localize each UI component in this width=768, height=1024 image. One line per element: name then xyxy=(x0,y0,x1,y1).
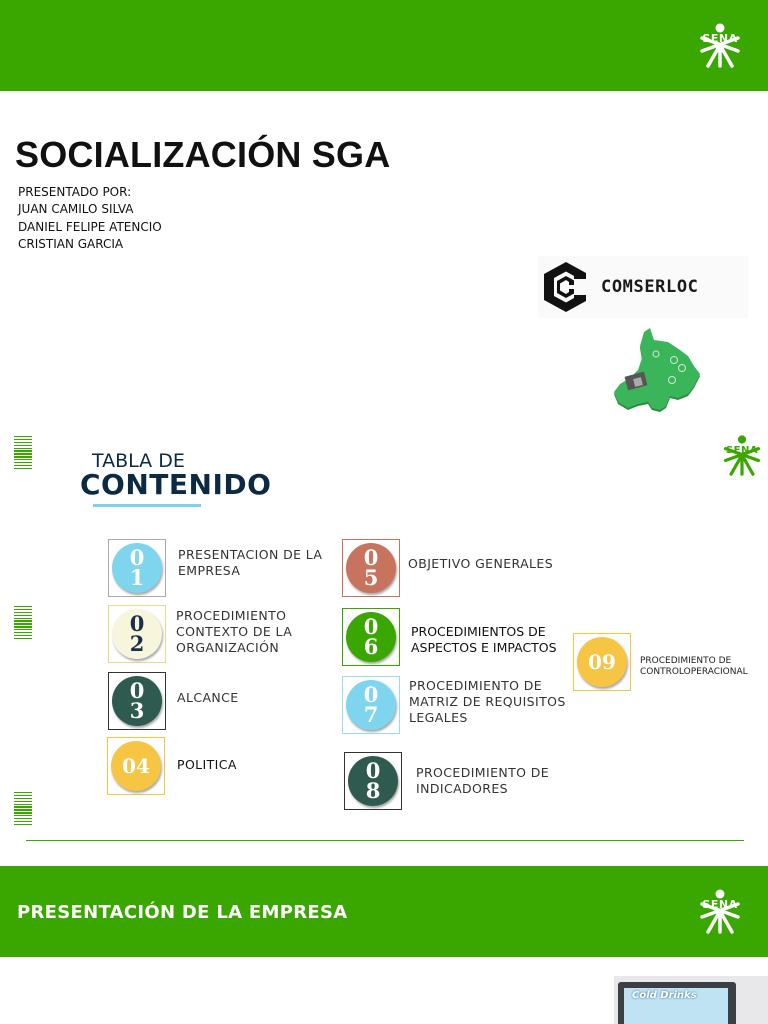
badge-digit: 7 xyxy=(363,702,379,727)
number-badge xyxy=(348,756,398,806)
decorative-lines xyxy=(14,436,32,471)
company-c-icon xyxy=(541,259,591,315)
toc-title-underline xyxy=(93,504,201,507)
number-badge xyxy=(111,741,161,791)
toc-item-label: ALCANCE xyxy=(177,690,239,705)
sena-logo-text: SENA xyxy=(725,445,759,456)
badge-digit: 0 xyxy=(363,614,379,639)
badge-digit: 0 xyxy=(365,758,381,783)
badge-digit: 1 xyxy=(129,565,145,590)
region-map-icon xyxy=(608,328,708,414)
presenters-heading: PRESENTADO POR: xyxy=(18,185,132,199)
toc-item-07[interactable] xyxy=(342,676,400,734)
company-presentation-slide xyxy=(0,866,768,1024)
fridge-brand-text: Cold Drinks xyxy=(632,990,697,1001)
decorative-lines xyxy=(14,606,32,641)
toc-item-label: PROCEDIMIENTO DE MATRIZ DE REQUISITOS LEGALES xyxy=(409,678,566,725)
toc-item-09[interactable] xyxy=(573,633,631,691)
toc-item-04[interactable] xyxy=(107,737,165,795)
badge-digit: 8 xyxy=(365,778,381,803)
sena-logo-text: SENA xyxy=(702,32,738,45)
number-badge xyxy=(112,543,162,593)
table-of-contents-slide xyxy=(0,430,768,860)
toc-item-label: PROCEDIMIENTO CONTEXTO DE LA ORGANIZACIÓN xyxy=(176,608,293,655)
number-badge xyxy=(112,676,162,726)
toc-item-label: PROCEDIMIENTO DE INDICADORES xyxy=(416,765,550,796)
badge-digit: 04 xyxy=(122,754,150,778)
toc-title-line2: CONTENIDO xyxy=(80,468,272,501)
sena-person-icon xyxy=(696,22,744,68)
toc-item-label: PRESENTACION DE LA EMPRESA xyxy=(178,547,323,578)
number-badge xyxy=(346,612,396,662)
fridge-glass xyxy=(624,988,728,1024)
sena-logo xyxy=(696,888,744,934)
sena-logo xyxy=(696,22,744,68)
badge-digit: 0 xyxy=(129,678,145,703)
toc-item-08[interactable] xyxy=(344,752,402,810)
number-badge xyxy=(112,609,162,659)
badge-digit: 0 xyxy=(129,545,145,570)
badge-digit: 6 xyxy=(363,634,379,659)
toc-item-05[interactable] xyxy=(342,539,400,597)
product-image xyxy=(614,976,768,1024)
badge-digit: 0 xyxy=(363,682,379,707)
badge-digit: 3 xyxy=(129,698,145,723)
section-title: PRESENTACIÓN DE LA EMPRESA xyxy=(17,902,348,923)
badge-digit: 0 xyxy=(363,545,379,570)
toc-item-label: PROCEDIMIENTO DE CONTROLOPERACIONAL xyxy=(640,656,748,677)
presentation-title: SOCIALIZACIÓN SGA xyxy=(15,134,391,175)
sena-logo-text: SENA xyxy=(702,898,738,911)
toc-item-label: PROCEDIMIENTOS DE ASPECTOS E IMPACTOS xyxy=(411,624,557,655)
badge-digit: 5 xyxy=(363,565,379,590)
number-badge xyxy=(577,637,627,687)
toc-item-06[interactable] xyxy=(342,608,400,666)
fridge-body xyxy=(618,982,736,1024)
cover-slide xyxy=(0,0,768,430)
company-logo-text: COMSERLOC xyxy=(601,277,699,297)
sena-person-icon xyxy=(696,888,744,934)
company-logo xyxy=(538,256,748,318)
number-badge xyxy=(346,543,396,593)
toc-item-label: POLITICA xyxy=(177,757,237,772)
divider xyxy=(26,840,744,841)
badge-digit: 0 xyxy=(129,611,145,636)
presenters-block xyxy=(18,184,162,254)
badge-digit: 09 xyxy=(588,650,616,674)
presenter-name: DANIEL FELIPE ATENCIO xyxy=(18,219,162,234)
toc-item-03[interactable] xyxy=(108,672,166,730)
decorative-lines xyxy=(14,792,32,827)
toc-item-01[interactable] xyxy=(108,539,166,597)
toc-title-line1: TABLA DE xyxy=(92,450,185,472)
sena-logo xyxy=(720,434,764,476)
number-badge xyxy=(346,680,396,730)
presenter-name: JUAN CAMILO SILVA xyxy=(18,202,134,217)
header-green-band xyxy=(0,0,768,91)
badge-digit: 2 xyxy=(129,631,145,656)
toc-item-label: OBJETIVO GENERALES xyxy=(408,556,554,571)
toc-item-02[interactable] xyxy=(108,605,166,663)
presenter-name: CRISTIAN GARCIA xyxy=(18,237,124,252)
